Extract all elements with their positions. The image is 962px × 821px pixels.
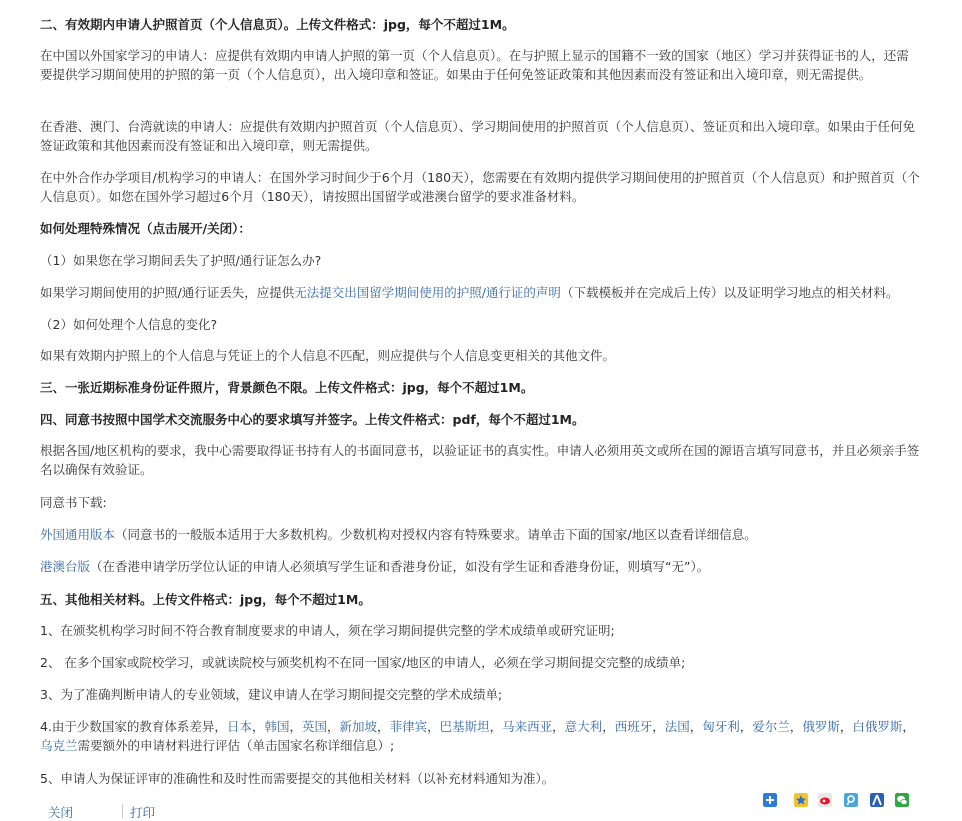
- country-separator: ，: [839, 719, 853, 734]
- bottom-bar: [40, 799, 920, 821]
- section-5-item-4: [40, 717, 920, 755]
- section-4-paragraph: 根据各国/地区机构的要求，我中心需要取得证书持有人的书面同意书，以验证证书的真实性。申请人必须用英文或所在国的源语言填写同意书，并且必须亲手签名以确保有效验证。: [40, 443, 920, 477]
- country-separator: ，: [251, 719, 265, 734]
- country-link[interactable]: 乌克兰: [40, 738, 78, 753]
- hkmo-version-desc: （在香港申请学历学位认证的申请人必须填写学生证和香港身份证，如没有学生证和香港身份证，则填写“无”）。: [90, 559, 710, 574]
- section-2-paragraph-3: 在中外合作办学项目/机构学习的申请人：在国外学习时间少于6个月（180天），您需要在有效期内提供学习期间使用的护照首页（个人信息页）和护照首页（个人信息页）。如您在国外学习超过6个月（180天），请按照出国留学或港澳台留学的要求准备材料。: [40, 170, 920, 204]
- special-cases-toggle[interactable]: 如何处理特殊情况（点击展开/关闭）：: [40, 221, 251, 236]
- country-separator: ，: [689, 719, 703, 734]
- download-label: 同意书下载:: [40, 495, 107, 510]
- country-separator: ，: [789, 719, 803, 734]
- country-link[interactable]: 意大利: [564, 719, 603, 734]
- close-button[interactable]: 关闭: [48, 805, 74, 820]
- country-link[interactable]: 日本: [226, 719, 252, 734]
- section-3-title: 三、一张近期标准身份证件照片，背景颜色不限。上传文件格式：jpg，每个不超过1M。: [40, 380, 534, 395]
- foreign-version-line: [40, 525, 757, 544]
- section-5-item-2: 2、 在多个国家或院校学习，或就读院校与颁奖机构不在同一国家/地区的申请人，必须在学习期间提交完整的成绩单;: [40, 655, 686, 670]
- print-button[interactable]: 打印: [130, 805, 156, 820]
- country-separator: ，: [327, 719, 340, 734]
- country-separator: ，: [289, 719, 302, 734]
- divider: [122, 804, 123, 818]
- share-weibo-icon[interactable]: [818, 793, 832, 807]
- hkmo-version-link[interactable]: 港澳台版: [40, 559, 91, 574]
- share-qzone-icon[interactable]: [794, 793, 808, 807]
- country-link[interactable]: 爱尔兰: [752, 719, 790, 734]
- country-separator: ，: [489, 719, 503, 734]
- country-separator: ，: [427, 719, 440, 734]
- country-link[interactable]: 马来西亚: [502, 719, 553, 734]
- section-5-title: 五、其他相关材料。上传文件格式：jpg，每个不超过1M。: [40, 592, 371, 607]
- section-5-item-1: 1、在颁奖机构学习时间不符合教育制度要求的申请人，须在学习期间提供完整的学术成绩单或研究证明;: [40, 623, 615, 638]
- section-5-item-4-post: 需要额外的申请材料进行评估（单击国家名称详细信息）;: [77, 738, 395, 753]
- section-2-paragraph-1: 在中国以外国家学习的申请人：应提供有效期内申请人护照的第一页（个人信息页）。在与护照上显示的国籍不一致的国家（地区）学习并获得证书的人，还需要提供学习期间使用的护照的第一页（个人信息页），出入境印章和签证。如果由于任何免签证政策和其他因素而没有签证和出入境印章，则无需提供。: [40, 48, 909, 82]
- share-tencent-weibo-icon[interactable]: [844, 793, 858, 807]
- answer-1-post: （下载模板并在完成后上传）以及证明学习地点的相关材料。: [560, 285, 899, 300]
- country-link[interactable]: 巴基斯坦: [439, 719, 490, 734]
- country-separator: ，: [552, 719, 565, 734]
- country-link[interactable]: 法国: [664, 719, 690, 734]
- answer-1: [40, 283, 898, 302]
- country-link[interactable]: 俄罗斯: [802, 719, 840, 734]
- country-separator: ，: [652, 719, 665, 734]
- country-link[interactable]: 英国: [302, 719, 328, 734]
- share-plus-icon[interactable]: [763, 793, 777, 807]
- country-link[interactable]: 白俄罗斯: [852, 719, 903, 734]
- section-5-item-4-pre: 4.由于少数国家的教育体系差异，: [40, 719, 227, 734]
- section-2-paragraph-2: 在香港、澳门、台湾就读的申请人：应提供有效期内护照首页（个人信息页）、学习期间使用的护照首页（个人信息页）、签证页和出入境印章。如果由于任何免签证政策和其他因素而没有签证和出入境印章，则无需提供。: [40, 119, 916, 153]
- country-separator: ，: [602, 719, 615, 734]
- country-link[interactable]: 菲律宾: [389, 719, 428, 734]
- share-wechat-icon[interactable]: [895, 793, 909, 807]
- question-1: （1）如果您在学习期间丢失了护照/通行证怎么办?: [40, 253, 322, 268]
- country-separator: ，: [739, 719, 753, 734]
- foreign-version-link[interactable]: 外国通用版本: [40, 527, 116, 542]
- answer-1-pre: 如果学习期间使用的护照/通行证丢失，应提供: [40, 285, 295, 300]
- section-5-item-5: 5、申请人为保证评审的准确性和及时性而需要提交的其他相关材料（以补充材料通知为准）。: [40, 771, 555, 786]
- share-renren-icon[interactable]: [870, 793, 884, 807]
- country-separator: ，: [377, 719, 390, 734]
- section-4-title: 四、同意书按照中国学术交流服务中心的要求填写并签字。上传文件格式：pdf，每个不超过1M。: [40, 412, 585, 427]
- lost-passport-statement-link[interactable]: 无法提交出国留学期间使用的护照/通行证的声明: [294, 285, 561, 300]
- answer-2: 如果有效期内护照上的个人信息与凭证上的个人信息不匹配，则应提供与个人信息变更相关的其他文件。: [40, 348, 616, 363]
- section-5-item-3: 3、为了准确判断申请人的专业领域，建议申请人在学习期间提交完整的学术成绩单;: [40, 687, 503, 702]
- country-link[interactable]: 匈牙利: [702, 719, 740, 734]
- hkmo-version-line: [40, 557, 709, 576]
- section-2-title: 二、有效期内申请人护照首页（个人信息页）。上传文件格式：jpg，每个不超过1M。: [40, 17, 515, 32]
- country-link[interactable]: 西班牙: [614, 719, 653, 734]
- foreign-version-desc: （同意书的一般版本适用于大多数机构。少数机构对授权内容有特殊要求。请单击下面的国家/地区以查看详细信息。: [115, 527, 757, 542]
- country-separator: ，: [902, 719, 915, 734]
- question-2: （2）如何处理个人信息的变化?: [40, 317, 218, 332]
- country-link[interactable]: 新加坡: [339, 719, 378, 734]
- country-link[interactable]: 韩国: [264, 719, 290, 734]
